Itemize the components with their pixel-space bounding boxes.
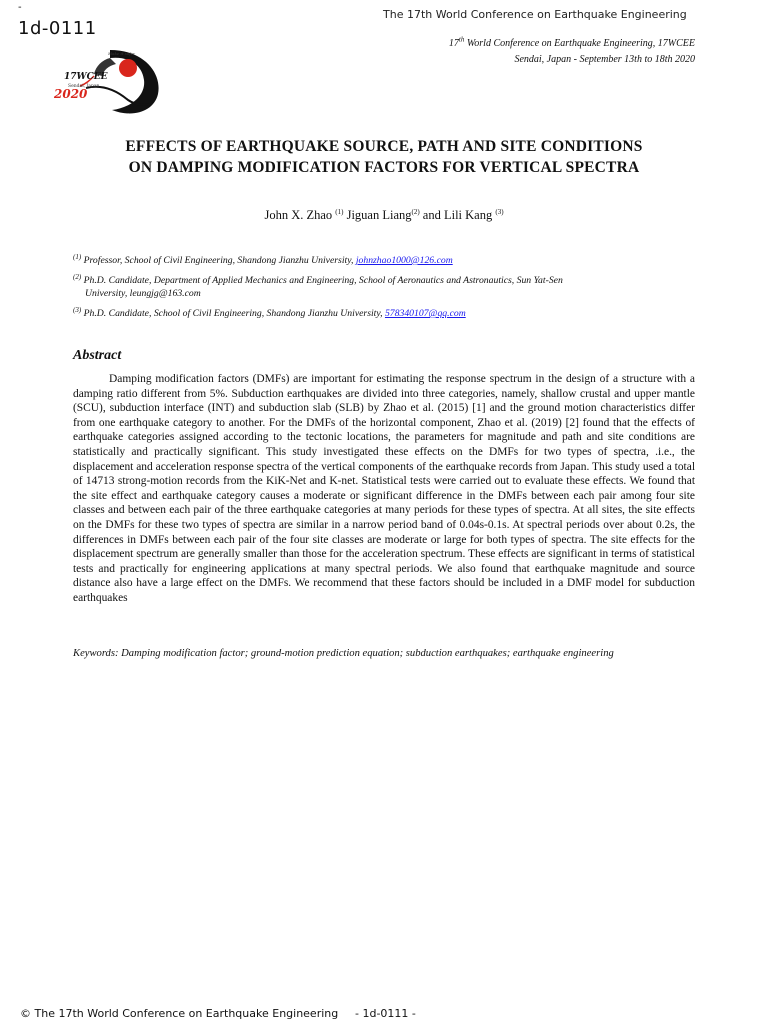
footer-copyright: © The 17th World Conference on Earthquake Engineering	[20, 1007, 339, 1020]
conference-banner: The 17th World Conference on Earthquake Engineering	[383, 8, 687, 21]
logo-sun	[119, 59, 137, 77]
footer-page-number: - 1d-0111 -	[355, 1007, 416, 1020]
logo-place: Sendai, Japan	[68, 84, 100, 89]
header-mark: -	[18, 2, 22, 13]
email-link-1[interactable]: johnzhao1000@126.com	[355, 255, 453, 266]
paper-id: 1d-0111	[18, 18, 97, 39]
conference-line-1: 17th World Conference on Earthquake Engineering, 17WCEE	[448, 35, 695, 49]
abstract-body: Damping modification factors (DMFs) are important for estimating the response spectrum in the design of a structure with a damping ratio different from 5%. Subduction earthquakes are divided into three categories, namely, shallow crustal and upper mantle (SCU), subduction interface (INT) and subduction slab (SLB) by Zhao et al. (2015) [1] and the ground motion characteristics differ from one earthquake category to another. For the DMFs of the horizontal component, Zhao et al. (2019) [2] found that the effects of earthquake categories assigned according to the tectonic locations, the parameters for magnitude and path and site conditions are statistically and practically significant. This study investigated these effects on the DMFs for two types of spectra, .i.e., the displacement and acceleration response spectra of the vertical components of the earthquake records from Japan. This study used a total of 14713 strong-motion records from the KiK-Net and K-net. Statistical tests were carried out to evaluate these effects. We found that the site effect and earthquake category causes a moderate or significant difference in the DMFs between each pair among four site classes and between each pair of the three earthquake categories at many periods for these types of spectra. At all sites, the site effects on the DMFs for these two types of spectra are similar in a narrow period band of 0.04s-0.1s. At spectral periods over about 0.2s, the differences in DMFs between each pair of the four site classes are moderate or large for both types of spectra. The site effects for the displacement spectrum are generally smaller than those for the acceleration spectrum. These effects are significant in terms of statistical tests and practically for engineering applications at many spectral periods. We also found that earthquake magnitude and source distance also have a large effect on the DMFs. We recommend that these factors should be included in a DMF model for subduction earthquakes	[73, 373, 695, 604]
author-list: John X. Zhao $^{(1)}$ Jiguan Liang$^{(2)}$ and Lili Kang $^{(3)}$	[264, 207, 504, 222]
affiliation-1: $^{(1)}$ Professor, School of Civil Engineering, Shandong Jianzhu University, johnzhao1000@126.com	[73, 252, 453, 266]
keywords: Keywords: Damping modification factor; ground-motion prediction equation; subduction earthquakes; earthquake engineering	[73, 648, 614, 659]
logo-graphic	[50, 46, 165, 118]
paper-title: EFFECTS OF EARTHQUAKE SOURCE, PATH AND SITE CONDITIONS ON DAMPING MODIFICATION FACTORS FOR VERTICAL SPECTRA	[125, 138, 643, 176]
conference-logo	[50, 46, 165, 118]
affiliation-2: $^{(2)}$ Ph.D. Candidate, Department of Applied Mechanics and Engineering, School of Aeronautics and Astronautics, Sun Yat-Sen University, leungjg@163.com	[73, 272, 563, 299]
email-link-3[interactable]: 578340107@qq.com	[384, 308, 466, 319]
conference-line-2: Sendai, Japan - September 13th to 18th 2020	[514, 54, 695, 65]
logo-name: 17WCEE	[64, 72, 108, 82]
logo-motto: Make it safer	[108, 51, 135, 56]
affiliation-3: $^{(3)}$ Ph.D. Candidate, School of Civil Engineering, Shandong Jianzhu University, 578340107@qq.com	[73, 305, 466, 319]
logo-year: 2020	[54, 87, 88, 101]
conference-header	[449, 36, 695, 68]
abstract-heading: Abstract	[73, 348, 122, 363]
